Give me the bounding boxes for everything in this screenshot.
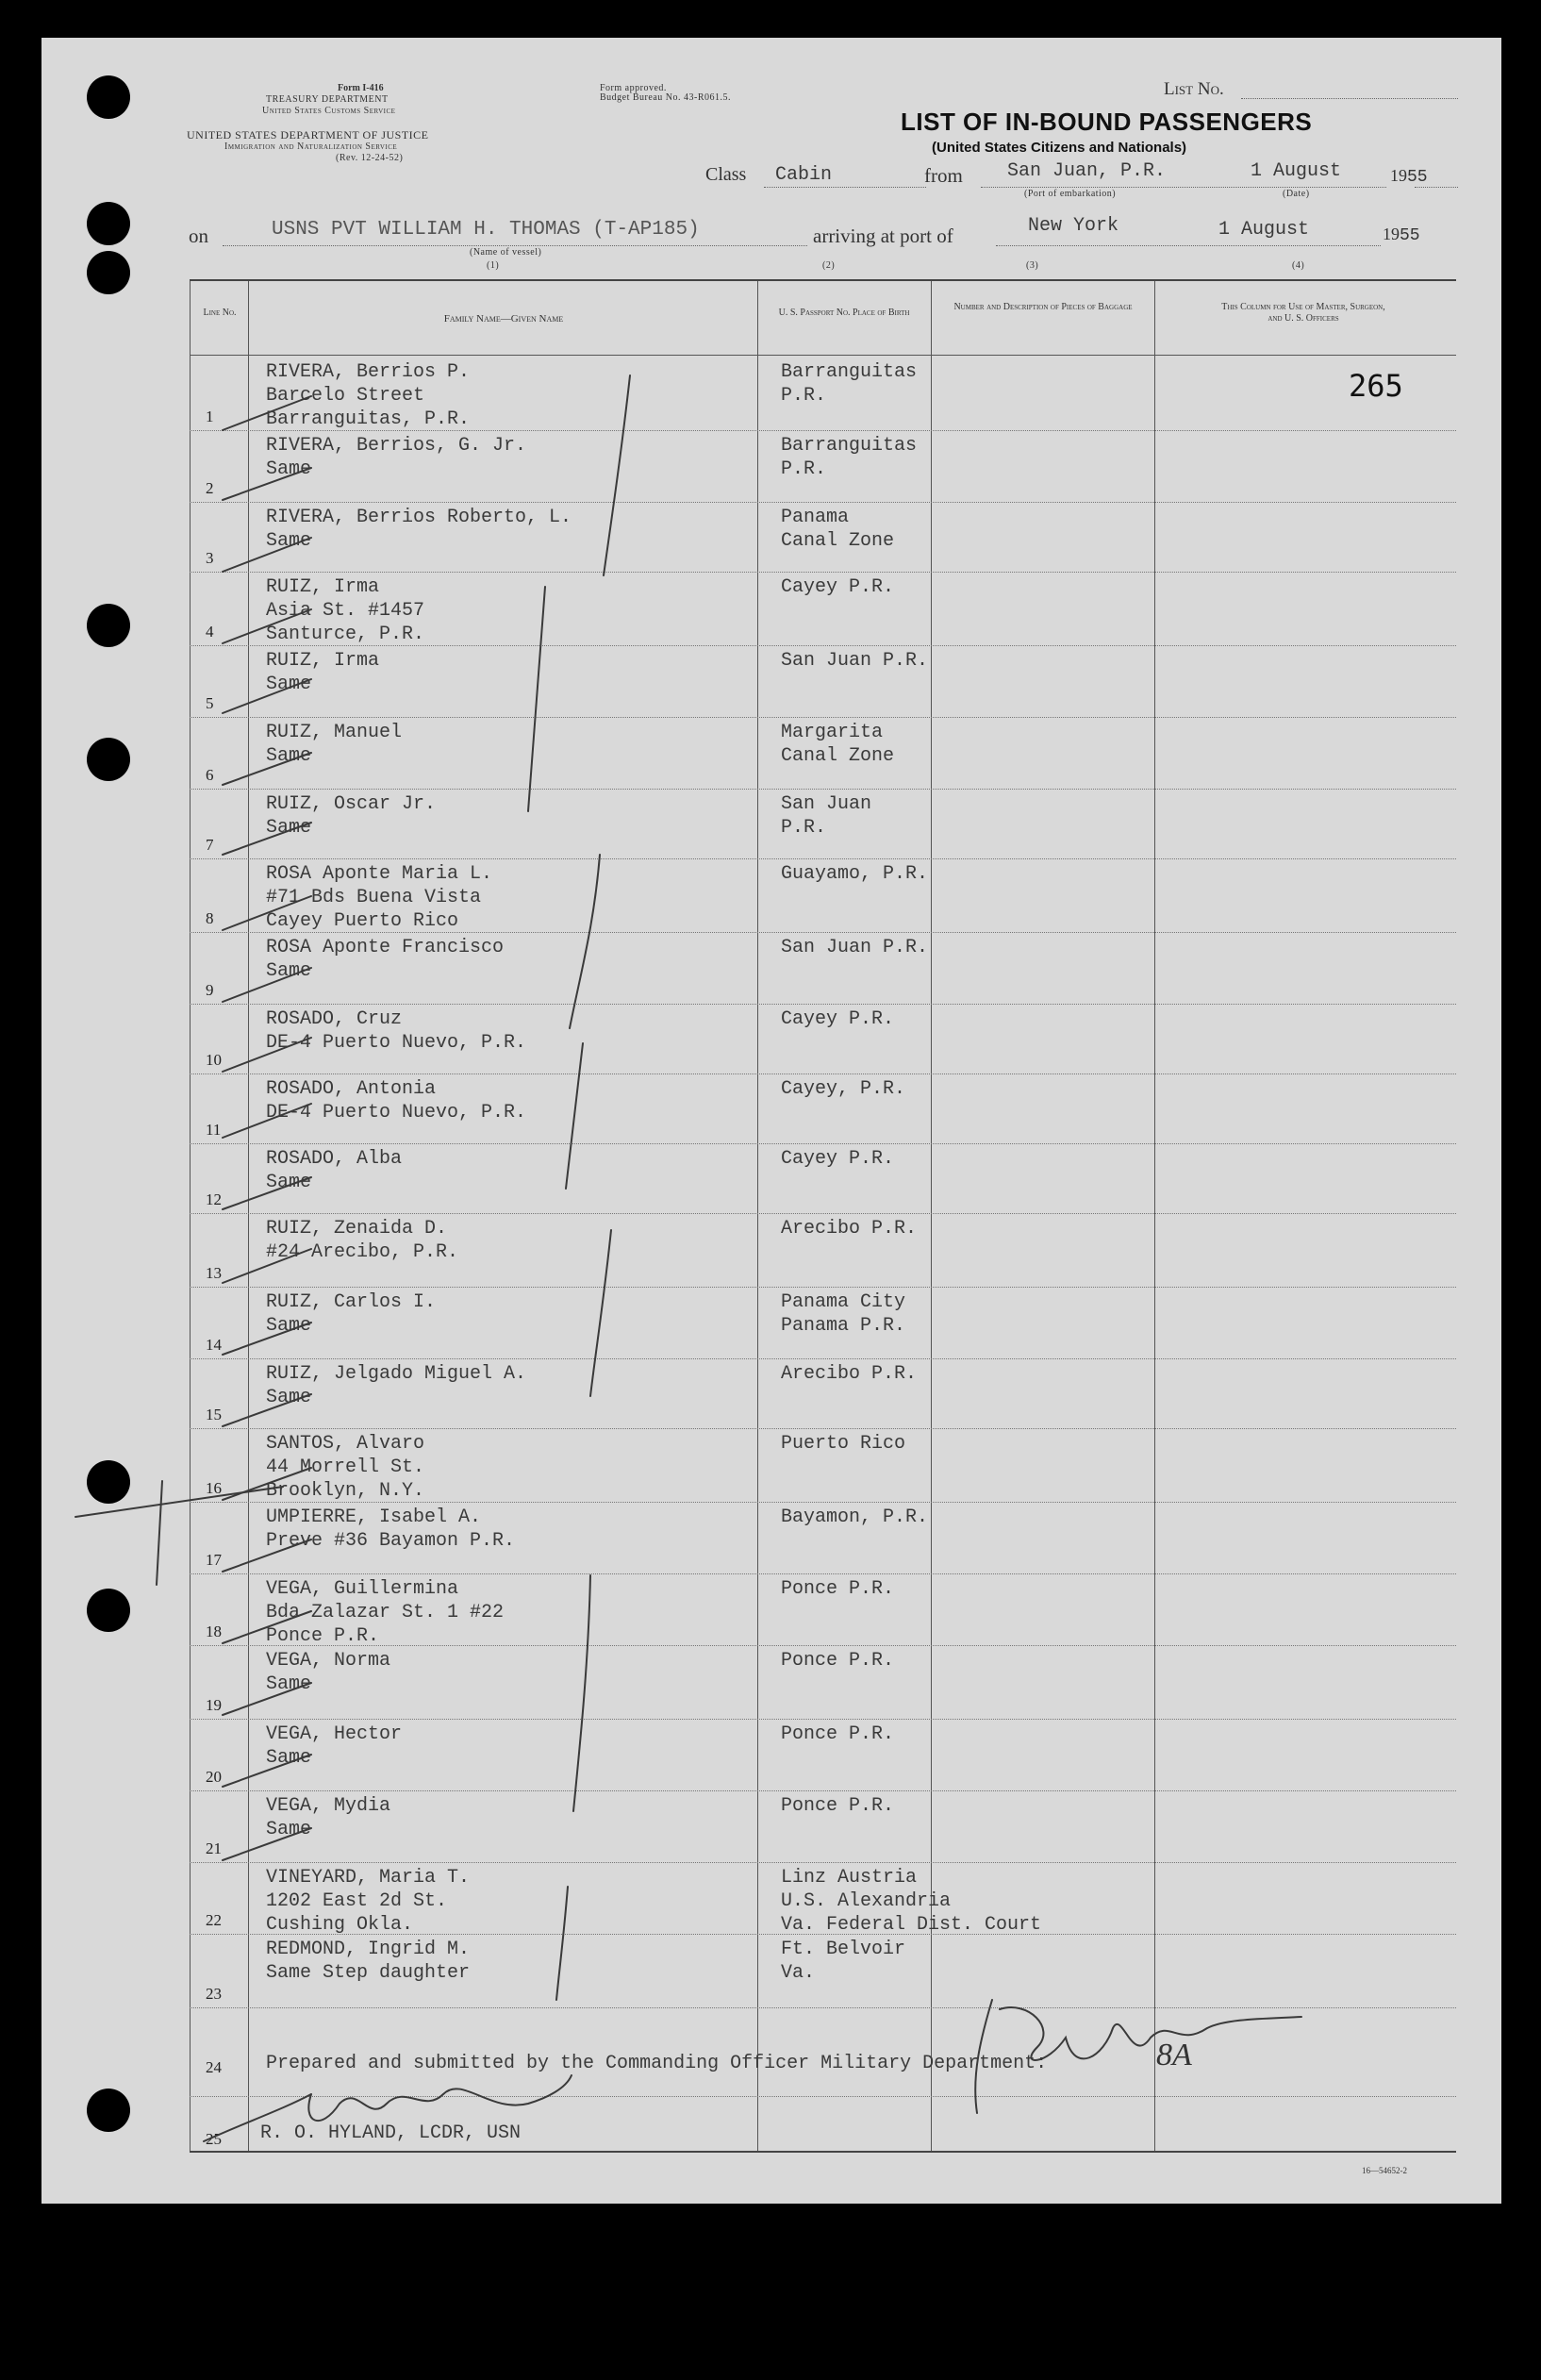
place-of-birth-cell (781, 1007, 894, 1031)
name-line: VEGA, Guillermina (266, 1578, 459, 1600)
name-line: VEGA, Norma (266, 1650, 391, 1672)
row-divider (190, 430, 1456, 431)
place-line: Bayamon, P.R. (781, 1506, 929, 1528)
place-of-birth-cell (781, 360, 917, 408)
line-number: 23 (206, 1985, 222, 2003)
place-line: Arecibo P.R. (781, 1363, 918, 1385)
passenger-name-cell (266, 1217, 458, 1264)
row-divider (190, 1358, 1456, 1359)
place-of-birth-cell (781, 1147, 894, 1171)
name-line: Asia St. #1457 (266, 600, 425, 622)
page-subtitle: (United States Citizens and Nationals) (932, 140, 1187, 156)
line-number: 18 (206, 1623, 222, 1640)
line-number: 22 (206, 1911, 222, 1929)
place-line: P.R. (781, 817, 827, 839)
line-number: 3 (206, 549, 214, 567)
name-line: VINEYARD, Maria T. (266, 1867, 471, 1889)
arriving-label: arriving at port of (813, 225, 953, 247)
year-field (1415, 187, 1458, 188)
line-number: 7 (206, 836, 214, 854)
place-of-birth-cell (781, 1362, 917, 1386)
place-line: Cayey P.R. (781, 1148, 895, 1170)
passenger-name-cell (266, 936, 504, 983)
name-line: RUIZ, Oscar Jr. (266, 793, 437, 815)
treasury-dept: TREASURY DEPARTMENT (266, 94, 389, 105)
place-of-birth-cell (781, 575, 894, 599)
name-line: ROSA Aponte Maria L. (266, 863, 493, 885)
name-line: RUIZ, Carlos I. (266, 1291, 437, 1313)
arrival-date: 1 August (1218, 219, 1310, 241)
place-of-birth-cell (781, 1794, 894, 1818)
prepared-statement: Prepared and submitted by the Commanding Officer Military Department: (266, 2053, 1048, 2074)
binder-hole (87, 1589, 130, 1632)
form-id: Form I-416 (338, 83, 384, 93)
place-line: P.R. (781, 458, 827, 480)
row-divider (190, 1790, 1456, 1791)
arrival-year (1383, 225, 1420, 245)
line-number: 24 (206, 2058, 222, 2076)
line-number: 14 (206, 1336, 222, 1354)
passenger-name-cell (266, 1147, 402, 1194)
place-line: Barranguitas (781, 361, 918, 383)
header-officers: This Column for Use of Master, Surgeon, and U. S. Officers (1221, 302, 1385, 324)
place-line: Canal Zone (781, 530, 895, 552)
passenger-name-cell (266, 649, 379, 696)
table-top-border (190, 279, 1456, 281)
name-line: Barranguitas, P.R. (266, 408, 471, 430)
name-line: Same (266, 1387, 312, 1408)
col-num-2: (2) (822, 260, 836, 271)
place-line: San Juan (781, 793, 872, 815)
place-of-birth-cell (781, 721, 894, 768)
row-divider (190, 789, 1456, 790)
place-line: Linz Austria (781, 1867, 918, 1889)
row-divider (190, 1862, 1456, 1863)
class-field (764, 187, 926, 188)
row-divider (190, 1073, 1456, 1074)
row-divider (190, 2096, 1456, 2097)
row-divider (190, 1719, 1456, 1720)
list-no-field (1241, 98, 1458, 99)
col-divider (248, 281, 249, 2151)
year-value: 55 (1400, 226, 1420, 245)
row-divider (190, 1502, 1456, 1503)
place-of-birth-cell (781, 862, 928, 886)
officer-initials: 8A (1156, 2038, 1192, 2072)
name-line: RUIZ, Irma (266, 576, 380, 598)
from-field (981, 187, 1386, 188)
from-label: from (924, 164, 963, 187)
row-divider (190, 1213, 1456, 1214)
place-line: Guayamo, P.R. (781, 863, 929, 885)
place-of-birth-cell (781, 1077, 905, 1101)
name-line: ROSADO, Antonia (266, 1078, 437, 1100)
name-line: REDMOND, Ingrid M. (266, 1939, 471, 1960)
passenger-name-cell (266, 360, 470, 431)
place-line: Ponce P.R. (781, 1795, 895, 1817)
place-of-birth-cell (781, 1938, 905, 1985)
row-divider (190, 1143, 1456, 1144)
name-line: Same (266, 1673, 312, 1695)
form-approved: Form approved. (600, 83, 667, 93)
place-of-birth-cell (781, 1290, 905, 1338)
line-number: 4 (206, 623, 214, 641)
name-line: ROSADO, Alba (266, 1148, 403, 1170)
name-line: Preve #36 Bayamon P.R. (266, 1530, 516, 1552)
name-line: UMPIERRE, Isabel A. (266, 1506, 482, 1528)
name-line: Santurce, P.R. (266, 624, 425, 645)
place-line: Panama City (781, 1291, 906, 1313)
passenger-count-stamp: 265 (1349, 368, 1403, 404)
row-divider (190, 1428, 1456, 1429)
place-line: Ponce P.R. (781, 1650, 895, 1672)
row-divider (190, 645, 1456, 646)
name-line: Same (266, 1747, 312, 1769)
budget-bureau: Budget Bureau No. 43-R061.5. (600, 92, 731, 103)
place-of-birth-cell (781, 1506, 928, 1529)
name-line: Same Step daughter (266, 1962, 471, 1984)
place-of-birth-cell (781, 506, 894, 553)
line-number: 17 (206, 1551, 222, 1569)
name-line: Barcelo Street (266, 385, 425, 407)
place-line: San Juan P.R. (781, 650, 929, 672)
place-of-birth-cell (781, 434, 917, 481)
line-number: 19 (206, 1696, 222, 1714)
arrival-port: New York (1028, 215, 1119, 237)
ins-service: Immigration and Naturalization Service (224, 141, 398, 152)
name-line: Same (266, 458, 312, 480)
line-number: 6 (206, 766, 214, 784)
place-line: Ponce P.R. (781, 1578, 895, 1600)
table-bottom-border (190, 2151, 1456, 2153)
header-name: Family Name—Given Name (443, 313, 564, 325)
name-line: RUIZ, Jelgado Miguel A. (266, 1363, 527, 1385)
name-line: Same (266, 1819, 312, 1840)
customs-service: United States Customs Service (262, 106, 396, 116)
place-of-birth-cell (781, 1432, 905, 1456)
passenger-name-cell (266, 1506, 515, 1553)
passenger-name-cell (266, 1077, 526, 1124)
place-of-birth-cell (781, 1866, 1041, 1937)
place-line: P.R. (781, 385, 827, 407)
year-prefix: 19 (1383, 225, 1400, 243)
name-line: VEGA, Mydia (266, 1795, 391, 1817)
passenger-name-cell (266, 1577, 504, 1648)
place-line: Va. (781, 1962, 816, 1984)
place-line: Arecibo P.R. (781, 1218, 918, 1240)
name-line: RIVERA, Berrios P. (266, 361, 471, 383)
place-line: Puerto Rico (781, 1433, 906, 1455)
date-caption: (Date) (1283, 189, 1310, 199)
name-line: 1202 East 2d St. (266, 1890, 448, 1912)
year-prefix: 19 (1390, 166, 1407, 185)
class-value: Cabin (775, 164, 833, 186)
line-number: 25 (206, 2130, 222, 2148)
place-line: Ponce P.R. (781, 1723, 895, 1745)
name-line: VEGA, Hector (266, 1723, 403, 1745)
line-number: 10 (206, 1051, 222, 1069)
place-line: Margarita (781, 722, 884, 743)
line-number: 5 (206, 694, 214, 712)
name-line: #71 Bds Buena Vista (266, 887, 482, 908)
name-line: Same (266, 674, 312, 695)
name-line: RIVERA, Berrios, G. Jr. (266, 435, 527, 457)
on-label: on (189, 225, 208, 247)
binder-hole (87, 604, 130, 647)
line-number: 2 (206, 479, 214, 497)
row-divider (190, 1645, 1456, 1646)
col-divider (757, 281, 758, 2151)
line-number: 1 (206, 408, 214, 425)
place-line: Canal Zone (781, 745, 895, 767)
name-line: Same (266, 960, 312, 982)
place-line: Va. Federal Dist. Court (781, 1914, 1042, 1936)
name-line: 44 Morrell St. (266, 1456, 425, 1478)
binder-hole (87, 251, 130, 294)
col-num-4: (4) (1292, 260, 1305, 271)
place-line: Ft. Belvoir (781, 1939, 906, 1960)
name-line: RUIZ, Manuel (266, 722, 403, 743)
arrival-field (996, 245, 1381, 246)
binder-hole (87, 75, 130, 119)
name-line: Same (266, 1315, 312, 1337)
passenger-name-cell (266, 1794, 390, 1841)
passenger-name-cell (266, 792, 436, 840)
port-embark-caption: (Port of embarkation) (1024, 189, 1117, 199)
place-of-birth-cell (781, 936, 928, 959)
vessel-name: USNS PVT WILLIAM H. THOMAS (T-AP185) (272, 219, 700, 241)
binder-hole (87, 202, 130, 245)
binder-hole (87, 738, 130, 781)
col-num-1: (1) (487, 260, 500, 271)
line-number: 13 (206, 1264, 222, 1282)
passenger-name-cell (266, 1723, 402, 1770)
header-bottom-border (190, 355, 1456, 356)
col-divider (1154, 281, 1155, 2151)
vessel-field (223, 245, 807, 246)
passenger-name-cell (266, 1938, 470, 1985)
row-divider (190, 1004, 1456, 1005)
passenger-name-cell (266, 1362, 526, 1409)
row-divider (190, 932, 1456, 933)
passenger-name-cell (266, 721, 402, 768)
list-no-label: List No. (1164, 79, 1224, 99)
header-baggage: Number and Description of Pieces of Baggage (953, 302, 1133, 312)
line-number: 15 (206, 1406, 222, 1423)
page-title: LIST OF IN-BOUND PASSENGERS (901, 108, 1313, 136)
place-line: U.S. Alexandria (781, 1890, 952, 1912)
passenger-name-cell (266, 1866, 470, 1937)
row-divider (190, 1287, 1456, 1288)
place-line: Cayey P.R. (781, 576, 895, 598)
name-line: RIVERA, Berrios Roberto, L. (266, 507, 572, 528)
row-divider (190, 572, 1456, 573)
row-divider (190, 2007, 1456, 2008)
binder-hole (87, 2089, 130, 2132)
place-of-birth-cell (781, 1649, 894, 1673)
binder-hole (87, 1460, 130, 1504)
line-number: 20 (206, 1768, 222, 1786)
name-line: Same (266, 530, 312, 552)
header-passport: U. S. Passport No. Place of Birth (778, 308, 910, 318)
name-line: SANTOS, Alvaro (266, 1433, 425, 1455)
line-number: 11 (206, 1121, 222, 1139)
name-line: ROSA Aponte Francisco (266, 937, 505, 958)
commanding-officer-name: R. O. HYLAND, LCDR, USN (260, 2122, 522, 2144)
name-line: DE-4 Puerto Nuevo, P.R. (266, 1102, 527, 1123)
row-divider (190, 502, 1456, 503)
place-of-birth-cell (781, 649, 928, 673)
col-num-3: (3) (1026, 260, 1039, 271)
line-number: 9 (206, 981, 214, 999)
passenger-name-cell (266, 434, 526, 481)
place-of-birth-cell (781, 792, 871, 840)
vessel-caption: (Name of vessel) (470, 247, 542, 258)
line-number: 8 (206, 909, 214, 927)
row-divider (190, 1573, 1456, 1574)
place-line: Barranguitas (781, 435, 918, 457)
row-divider (190, 858, 1456, 859)
name-line: DE-4 Puerto Nuevo, P.R. (266, 1032, 527, 1054)
embark-year (1390, 166, 1428, 187)
row-divider (190, 717, 1456, 718)
form-code: 16—54652-2 (1362, 2166, 1407, 2175)
name-line: Same (266, 817, 312, 839)
port-embarkation: San Juan, P.R. (1007, 160, 1167, 182)
name-line: Brooklyn, N.Y. (266, 1480, 425, 1502)
passenger-name-cell (266, 1007, 526, 1055)
class-label: Class (705, 164, 747, 185)
col-divider (190, 281, 191, 2151)
name-line: Cushing Okla. (266, 1914, 414, 1936)
place-of-birth-cell (781, 1723, 894, 1746)
passenger-name-cell (266, 1290, 436, 1338)
passenger-name-cell (266, 575, 424, 646)
name-line: Bda Zalazar St. 1 #22 (266, 1602, 505, 1623)
name-line: Ponce P.R. (266, 1625, 380, 1647)
line-number: 16 (206, 1479, 222, 1497)
passenger-name-cell (266, 862, 492, 933)
header-line-no: Line No. (203, 308, 237, 318)
place-of-birth-cell (781, 1217, 917, 1240)
name-line: Same (266, 1172, 312, 1193)
name-line: RUIZ, Zenaida D. (266, 1218, 448, 1240)
place-line: Cayey, P.R. (781, 1078, 906, 1100)
name-line: RUIZ, Irma (266, 650, 380, 672)
row-divider (190, 1934, 1456, 1935)
passenger-name-cell (266, 1649, 390, 1696)
place-line: San Juan P.R. (781, 937, 929, 958)
justice-dept: UNITED STATES DEPARTMENT OF JUSTICE (187, 128, 429, 141)
name-line: #24 Arecibo, P.R. (266, 1241, 459, 1263)
manifest-page (41, 38, 1501, 2204)
place-line: Panama P.R. (781, 1315, 906, 1337)
form-revision: (Rev. 12-24-52) (336, 153, 404, 163)
embark-date: 1 August (1251, 160, 1342, 182)
place-line: Cayey P.R. (781, 1008, 895, 1030)
line-number: 12 (206, 1190, 222, 1208)
name-line: ROSADO, Cruz (266, 1008, 403, 1030)
line-number: 21 (206, 1839, 222, 1857)
place-line: Panama (781, 507, 850, 528)
year-value: 55 (1407, 168, 1428, 187)
passenger-name-cell (266, 1432, 424, 1503)
place-of-birth-cell (781, 1577, 894, 1601)
passenger-name-cell (266, 506, 572, 553)
name-line: Same (266, 745, 312, 767)
name-line: Cayey Puerto Rico (266, 910, 459, 932)
